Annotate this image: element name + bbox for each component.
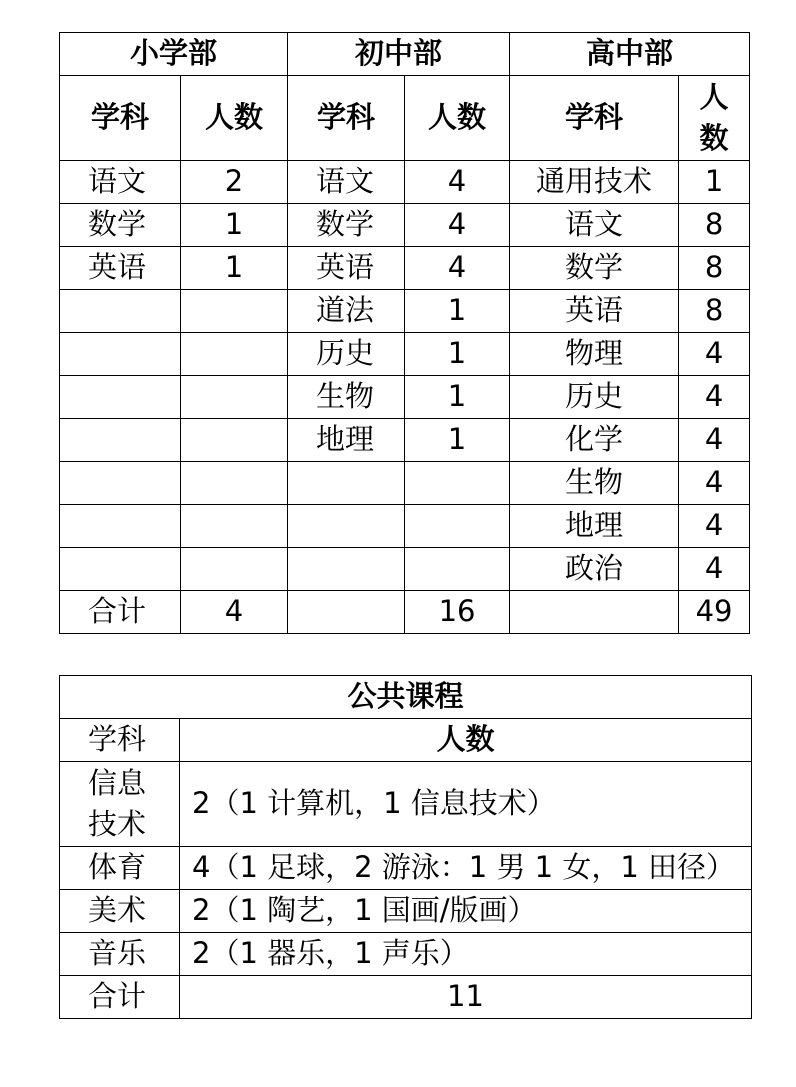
count-cell [405,505,510,548]
col-count: 人数 [181,76,288,161]
detail-cell: 2（1 计算机，1 信息技术） [180,762,752,847]
subject-cell [60,419,181,462]
subject-cell: 语文 [288,161,405,204]
column-header-row [60,719,752,762]
subject-cell [60,290,181,333]
subject-line: 技术 [88,807,147,841]
table-row [60,462,750,505]
col-count-stacked [679,76,750,161]
total-junior: 16 [405,591,510,634]
count-cell: 1 [405,333,510,376]
detail-cell: 2（1 陶艺，1 国画/版画） [180,890,752,933]
section-junior: 初中部 [288,33,510,76]
empty-cell [288,591,405,634]
count-cell [181,462,288,505]
section-senior: 高中部 [510,33,750,76]
subject-cell: 英语 [60,247,181,290]
column-header-row [60,76,750,161]
subject-cell: 语文 [510,204,679,247]
count-cell: 1 [679,161,750,204]
section-primary: 小学部 [60,33,288,76]
count-cell: 4 [405,204,510,247]
subject-info-tech [60,762,180,847]
subject-cell: 数学 [60,204,181,247]
count-cell: 8 [679,204,750,247]
subject-cell: 历史 [288,333,405,376]
total-row [60,591,750,634]
subject-cell: 语文 [60,161,181,204]
subject-cell [60,505,181,548]
subject-cell: 生物 [288,376,405,419]
total-primary: 4 [181,591,288,634]
total-label: 合计 [60,976,180,1019]
table-row [60,247,750,290]
count-cell: 4 [679,548,750,591]
col-subject: 学科 [510,76,679,161]
table-row [60,505,750,548]
subject-cell [288,462,405,505]
subject-cell: 道法 [288,290,405,333]
total-value: 11 [180,976,752,1019]
table-row [60,548,750,591]
subject-cell: 美术 [60,890,180,933]
col-subject: 学科 [288,76,405,161]
count-cell [181,419,288,462]
subject-cell [288,505,405,548]
count-cell: 4 [679,462,750,505]
table-row [60,204,750,247]
total-senior: 49 [679,591,750,634]
count-cell [405,548,510,591]
count-cell: 1 [405,290,510,333]
subject-cell: 物理 [510,333,679,376]
count-cell: 4 [679,333,750,376]
table-row [60,333,750,376]
count-cell: 1 [405,419,510,462]
school-staff-table [59,32,750,634]
title-row [60,676,752,719]
table-row [60,847,752,890]
subject-line: 信息 [88,766,147,801]
count-cell: 2 [181,161,288,204]
public-courses-table [59,675,752,1019]
table-row [60,762,752,847]
count-cell: 1 [405,376,510,419]
section-header-row [60,33,750,76]
count-cell: 1 [181,247,288,290]
table-row [60,933,752,976]
subject-cell [60,376,181,419]
subject-cell: 生物 [510,462,679,505]
count-cell [181,505,288,548]
count-cell [405,462,510,505]
table-row [60,290,750,333]
table-row [60,161,750,204]
total-row [60,976,752,1019]
subject-cell [288,548,405,591]
empty-cell [510,591,679,634]
subject-cell: 体育 [60,847,180,890]
table-row [60,419,750,462]
table-row [60,890,752,933]
subject-cell: 英语 [288,247,405,290]
subject-cell [60,333,181,376]
table-title: 公共课程 [60,676,752,719]
detail-cell: 4（1 足球，2 游泳：1 男 1 女，1 田径） [180,847,752,890]
table-row [60,376,750,419]
subject-cell [60,548,181,591]
total-label: 合计 [60,591,181,634]
count-cell: 4 [405,247,510,290]
subject-cell: 化学 [510,419,679,462]
count-cell [181,333,288,376]
count-cell: 4 [679,376,750,419]
subject-cell: 音乐 [60,933,180,976]
subject-cell: 地理 [288,419,405,462]
subject-cell: 历史 [510,376,679,419]
count-cell [181,290,288,333]
col-subject: 学科 [60,719,180,762]
count-cell: 4 [679,505,750,548]
count-cell: 4 [405,161,510,204]
count-cell [181,376,288,419]
count-cell: 8 [679,247,750,290]
count-cell [181,548,288,591]
subject-cell [60,462,181,505]
subject-cell: 通用技术 [510,161,679,204]
col-count-char: 数 [699,121,729,155]
col-count: 人数 [180,719,752,762]
col-subject: 学科 [60,76,181,161]
subject-cell: 政治 [510,548,679,591]
col-count-char: 人 [699,80,729,115]
count-cell: 8 [679,290,750,333]
subject-cell: 地理 [510,505,679,548]
col-count: 人数 [405,76,510,161]
count-cell: 1 [181,204,288,247]
subject-cell: 数学 [510,247,679,290]
subject-cell: 数学 [288,204,405,247]
detail-cell: 2（1 器乐，1 声乐） [180,933,752,976]
count-cell: 4 [679,419,750,462]
subject-cell: 英语 [510,290,679,333]
